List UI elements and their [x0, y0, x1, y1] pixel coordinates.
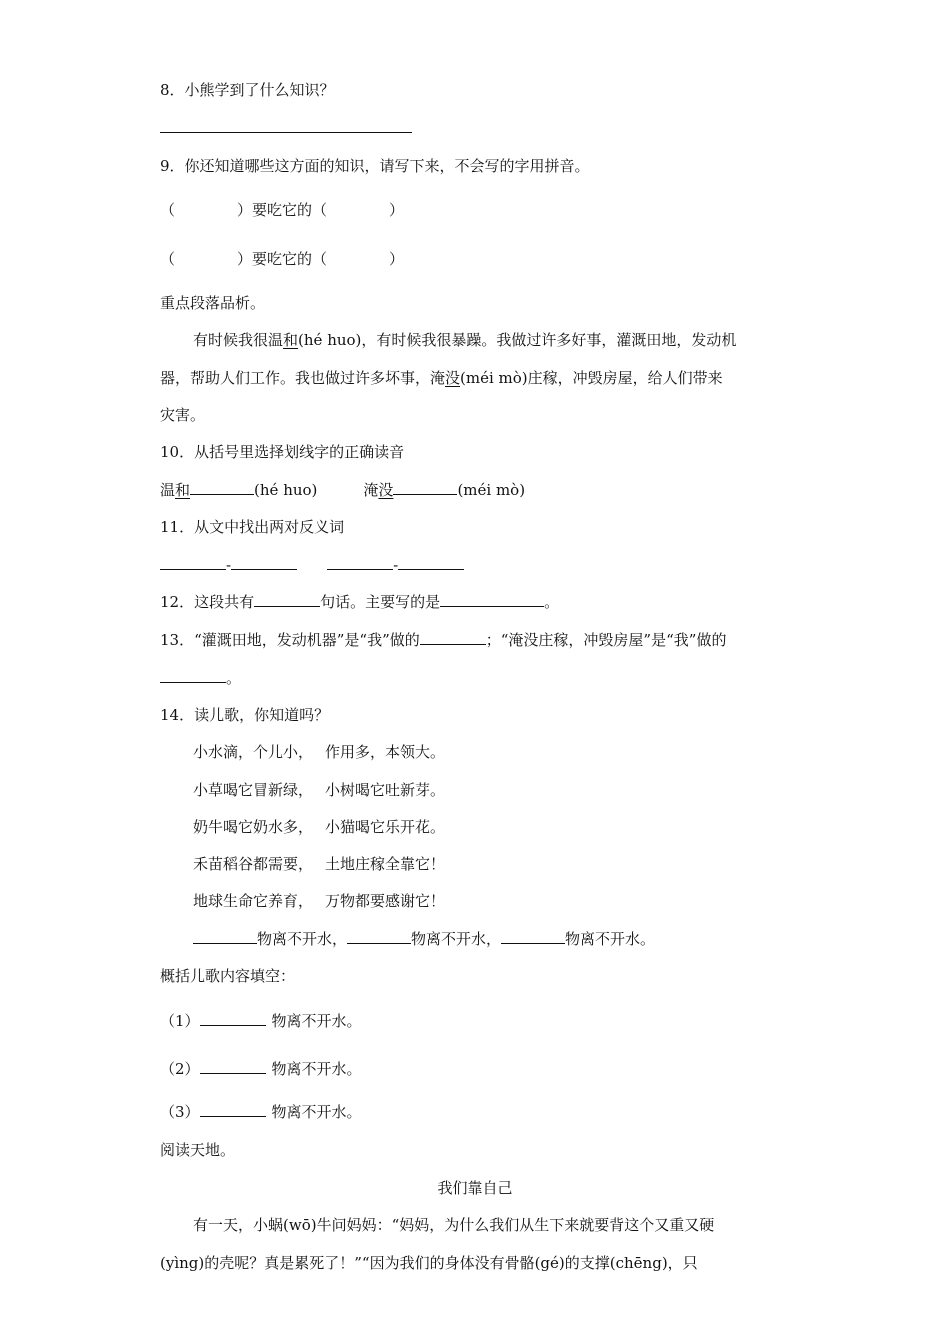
underlined-char-mo: 没: [445, 369, 461, 387]
passage-line-1: 有时候我很温和(hé huo)，有时候我很暴躁。我做过许多好事，灌溉田地，发动机: [193, 331, 737, 349]
summary-item[interactable]: （3） 物离不开水。: [160, 1103, 362, 1121]
story-line-1: 有一天，小蜗(wō)牛问妈妈：“妈妈，为什么我们从生下来就要背这个又重又硬: [193, 1216, 715, 1234]
q11-answers[interactable]: - -: [160, 555, 464, 575]
passage-line-2: 器，帮助人们工作。我也做过许多坏事，淹没(méi mò)庄稼，冲毁房屋，给人们带来: [160, 369, 723, 387]
summary-heading: 概括儿歌内容填空：: [160, 967, 296, 985]
poem-line: 奶牛喝它奶水多， 小猫喝它乐开花。: [193, 818, 446, 836]
question-8: 8．小熊学到了什么知识？: [160, 81, 335, 99]
paren-close: ）: [389, 250, 405, 268]
paren-open: （: [160, 250, 176, 268]
passage-line-3: 灾害。: [160, 406, 206, 424]
question-11: 11．从文中找出两对反义词: [160, 518, 345, 536]
question-13[interactable]: 13．“灌溉田地，发动机器”是“我”做的 ；“淹没庄稼，冲毁房屋”是“我”做的: [160, 631, 727, 649]
underlined-char-he: 和: [283, 331, 299, 349]
story-title: 我们靠自己: [437, 1179, 513, 1197]
section-heading-reading: 阅读天地。: [160, 1141, 236, 1159]
poem-line: 小草喝它冒新绿， 小树喝它吐新芽。: [193, 781, 446, 799]
answer-line-q8[interactable]: [160, 118, 412, 138]
question-9: 9．你还知道哪些这方面的知识，请写下来，不会写的字用拼音。: [160, 157, 590, 175]
question-13-cont[interactable]: 。: [160, 668, 241, 688]
question-12[interactable]: 12．这段共有 句话。主要写的是 。: [160, 593, 560, 611]
poem-line: 地球生命它养育， 万物都要感谢它！: [193, 892, 446, 910]
options-a: (hé huo): [254, 481, 318, 499]
story-line-2: (yìng)的壳呢？真是累死了！”“因为我们的身体没有骨骼(gé)的支撑(chēng)，只: [160, 1254, 698, 1272]
fill-text: ）要吃它的（: [237, 201, 328, 219]
q10-answers[interactable]: 温和 (hé huo) 淹没 (méi mò): [160, 481, 526, 499]
q9-fill-row-2[interactable]: [160, 249, 404, 269]
poem-line: 小水滴，个儿小， 作用多，本领大。: [193, 743, 446, 761]
paren-close: ）: [389, 201, 405, 219]
summary-item[interactable]: （1） 物离不开水。: [160, 1012, 362, 1030]
q9-fill-row-1[interactable]: [160, 200, 404, 220]
options-b: (méi mò): [457, 481, 526, 499]
section-heading-key-paragraph: 重点段落品析。: [160, 294, 266, 312]
question-14: 14．读儿歌，你知道吗？: [160, 706, 330, 724]
paren-open: （: [160, 201, 176, 219]
question-10: 10．从括号里选择划线字的正确读音: [160, 443, 405, 461]
poem-line: 禾苗稻谷都需要， 土地庄稼全靠它！: [193, 855, 446, 873]
summary-item[interactable]: （2） 物离不开水。: [160, 1060, 362, 1078]
fill-text: ）要吃它的（: [237, 250, 328, 268]
poem-fill-line[interactable]: 物离不开水， 物离不开水， 物离不开水。: [193, 929, 655, 949]
